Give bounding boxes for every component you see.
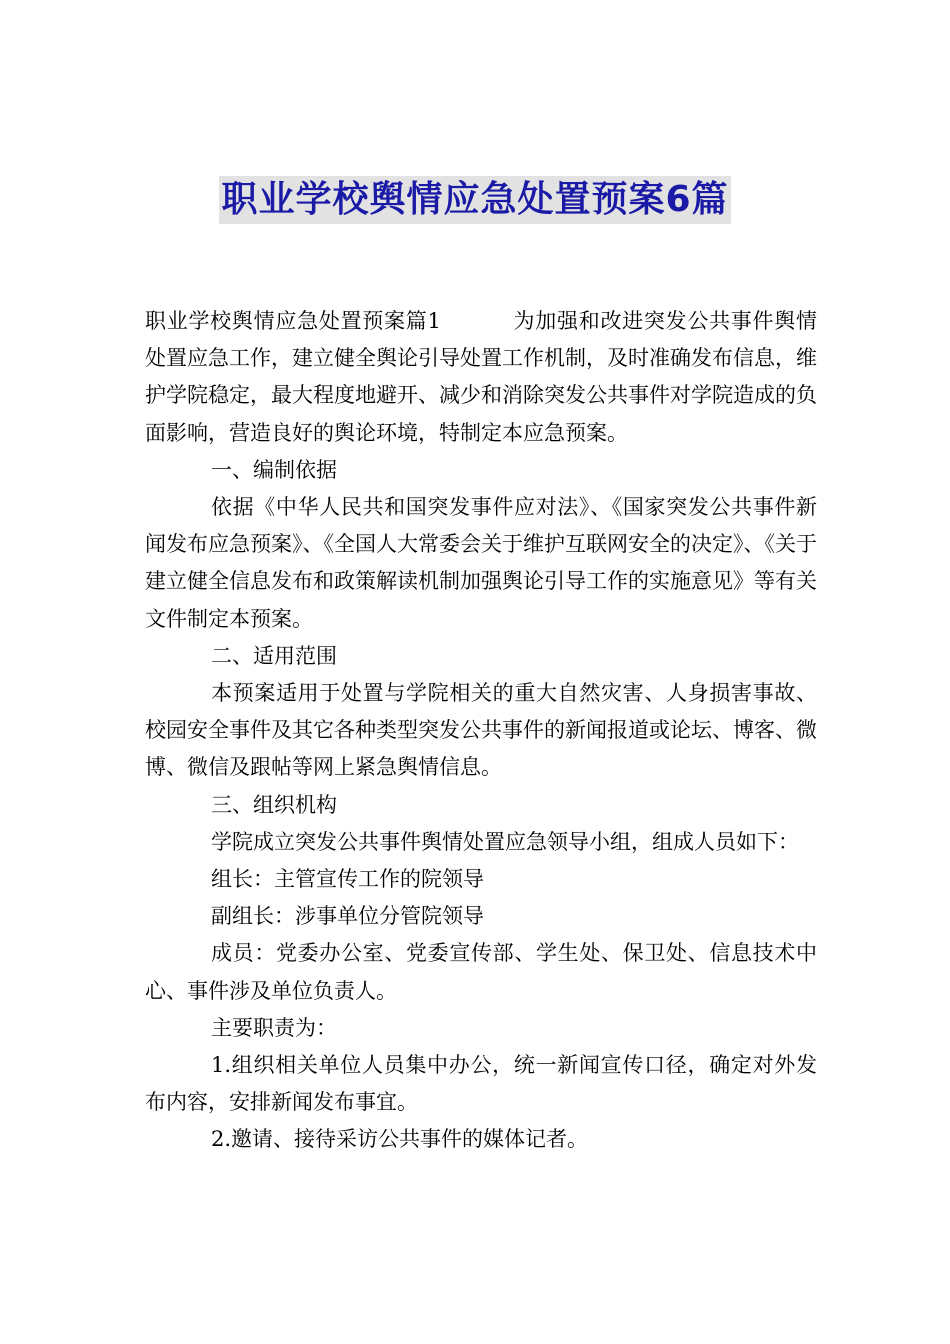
intro-text: 为加强和改进突发公共事件舆情处置应急工作，建立健全舆论引导处置工作机制，及时准确发布信息，维护学院稳定，最大程度地避开、减少和消除突发公共事件对学院造成的负面影响，营造良好的舆论环境，特制定本应急预案。	[145, 309, 817, 445]
document-body	[145, 303, 817, 1159]
paragraph: 组长：主管宣传工作的院领导	[211, 867, 484, 892]
title-container	[0, 176, 950, 224]
paragraph: 主要职责为：	[211, 1015, 337, 1040]
document-title: 职业学校舆情应急处置预案6篇	[219, 176, 730, 224]
paragraph: 本预案适用于处置与学院相关的重大自然灾害、人身损害事故、校园安全事件及其它各种类型突发公共事件的新闻报道或论坛、博客、微博、微信及跟帖等网上紧急舆情信息。	[145, 681, 817, 780]
section-heading: 二、适用范围	[211, 643, 337, 668]
paragraph: 依据《中华人民共和国突发事件应对法》、《国家突发公共事件新闻发布应急预案》、《全国人大常委会关于维护互联网安全的决定》、《关于建立健全信息发布和政策解读机制加强舆论引导工作的实施意见》等有关文件制定本预案。	[145, 495, 817, 631]
paragraph: 学院成立突发公共事件舆情处置应急领导小组，组成人员如下：	[211, 829, 799, 854]
intro-paragraph	[145, 303, 817, 452]
list-item: 2.邀请、接待采访公共事件的媒体记者。	[211, 1127, 589, 1152]
paragraph: 成员：党委办公室、党委宣传部、学生处、保卫处、信息技术中心、事件涉及单位负责人。	[145, 941, 817, 1003]
section-heading: 一、编制依据	[211, 457, 337, 482]
intro-heading: 职业学校舆情应急处置预案篇1	[145, 309, 441, 333]
paragraph: 副组长：涉事单位分管院领导	[211, 904, 484, 929]
section-heading: 三、组织机构	[211, 792, 337, 817]
list-item: 1.组织相关单位人员集中办公，统一新闻宣传口径，确定对外发布内容，安排新闻发布事宜。	[145, 1053, 817, 1115]
